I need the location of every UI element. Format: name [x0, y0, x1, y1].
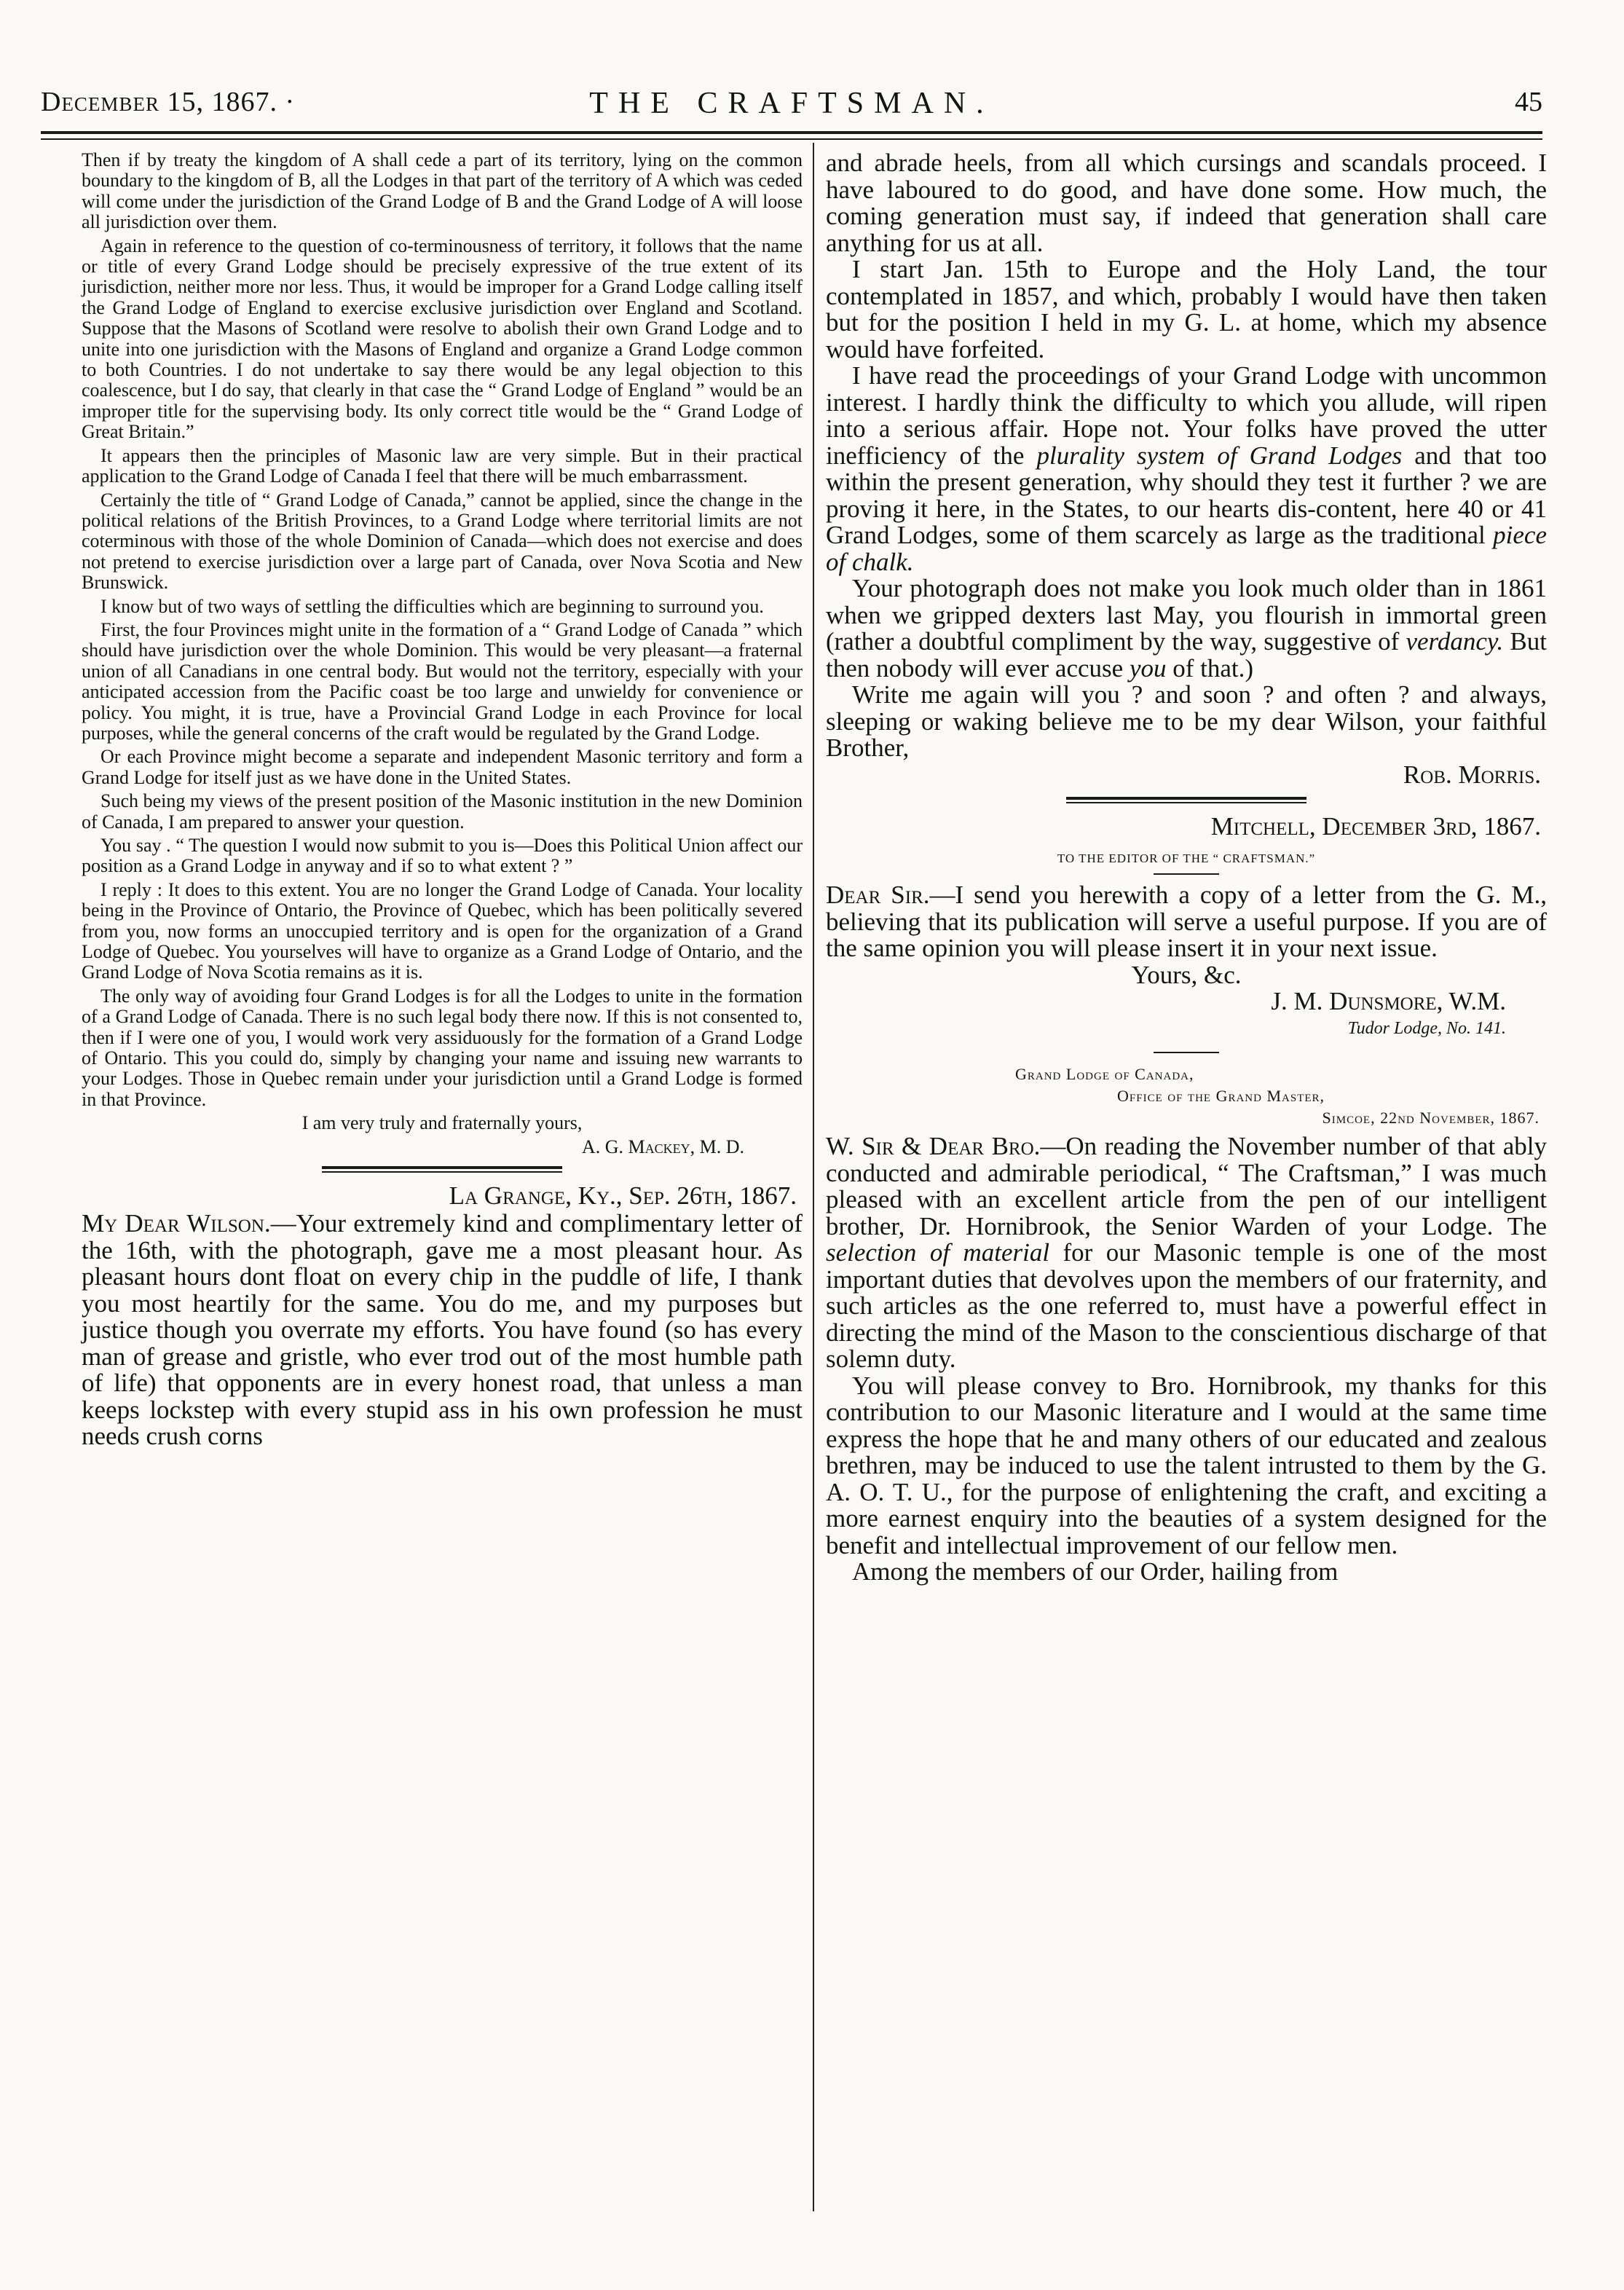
- page-header: [41, 86, 1542, 130]
- paragraph: Then if by treaty the kingdom of A shall cede a part of its territory, lying on the common boundary to the kingdom of B, all the Lodges in that part of the territory of A which was ceded will come under the jurisdiction of the Grand Lodge of B and the Grand Lodge of A will loose all jurisdiction over them.: [82, 149, 803, 233]
- paragraph: [826, 575, 1547, 682]
- text-span: Your photograph does not make you look much older than in 1861 when we gripped dexters last May, you flourish in immortal green (rather a doubtful compliment by the way, suggestive of: [826, 574, 1547, 656]
- dunsmore-letter: [826, 812, 1547, 1586]
- salutation: W. Sir & Dear Bro.: [826, 1132, 1041, 1160]
- page-number: 45: [1515, 87, 1542, 117]
- italic-span: verdancy.: [1406, 627, 1504, 656]
- address-block: [826, 1063, 1547, 1129]
- address-line: Grand Lodge of Canada,: [1015, 1065, 1194, 1083]
- paragraph: You will please convey to Bro. Hornibrook, my thanks for this contribution to our Masonic literature and I would at the same time express the hope that he and many others of our educated and zealous brethren, may be induced to use the talent intrusted to them by the G. A. O. T. U., for the purpose of enlightening the craft, and exciting a more earnest enquiry into the beauties of a system designed for the benefit and intellectual improvement of our fellow men.: [826, 1371, 1547, 1559]
- mackey-letter: [82, 150, 803, 1157]
- address-line: Simcoe, 22nd November, 1867.: [1322, 1109, 1540, 1127]
- section-rule: [322, 1166, 562, 1169]
- signature: Rob. Morris.: [1403, 760, 1541, 789]
- section-rule: [322, 1171, 562, 1173]
- column-divider: [813, 143, 814, 2211]
- paragraph: I know but of two ways of settling the difficulties which are beginning to surround you.: [100, 595, 764, 617]
- section-rule: [1066, 797, 1306, 800]
- header-rule-thick: [41, 131, 1542, 134]
- letter-text: —Your extremely kind and complimentary letter of the 16th, with the photograph, gave me a most pleasant hour. As pleasant hours dont float on every chip in the puddle of life, I thank you most heartily for the same. You do me, and my purposes but justice though you overrate my efforts. You have found (so has every man of grease and gristle, who ever trod out of the most humble path of life) that opponents are in every honest road, that unless a man keeps lockstep with every stupid ass in his own profession he must needs crush corns: [82, 1209, 803, 1451]
- morris-letter: [82, 1181, 803, 1450]
- paragraph: [82, 1211, 803, 1450]
- morris-letter-continued: [826, 150, 1547, 788]
- paragraph: [826, 363, 1547, 575]
- paragraph: You say . “ The question I would now submit to you is—Does this Political Union affect our position as a Grand Lodge in anyway and if so to what extent ? ”: [82, 835, 803, 877]
- paragraph: Again in reference to the question of co-terminousness of territory, it follows that the name or title of every Grand Lodge should be precisely expressive of the true extent of its jurisdiction, neither more nor less. Thus, it would be improper for a Grand Lodge calling itself the Grand Lodge of England to exercise exclusive jurisdiction over England and Scotland. Suppose that the Masons of Scotland were resolve to abolish their own Grand Lodge and to unite into one jurisdiction with the Masons of England and organize a Grand Lodge common to both Countries. I do not undertake to say there would be any legal objection to this coalescence, but I do say, that clearly in that case the “ Grand Lodge of England ” would be an improper title for the supervising body. Its only correct title would be the “ Grand Lodge of Great Britain.”: [82, 235, 803, 443]
- left-column: [82, 150, 803, 1450]
- paragraph: I start Jan. 15th to Europe and the Holy Land, the tour contemplated in 1857, and which, probably I would have then taken but for the position I held in my G. L. at home, which my absence would have forfeited.: [826, 255, 1547, 363]
- text-span: —On reading the November number of that ably conducted and admirable periodical, “ The Craftsman,” I was much pleased with an excellent article from the pen of our intelligent brother, Dr. Hornibrook, the Senior Warden of your Lodge. The: [826, 1132, 1547, 1240]
- signature: A. G. Mackey, M. D.: [581, 1136, 744, 1157]
- header-title: THE CRAFTSMAN.: [589, 87, 994, 120]
- paragraph: Write me again will you ? and soon ? and often ? and always, sleeping or waking believe me to be my dear Wilson, your faithful Brother,: [826, 680, 1547, 762]
- italic-span: piece of chalk.: [826, 521, 1547, 576]
- paragraph: First, the four Provinces might unite in the formation of a “ Grand Lodge of Canada ” which should have jurisdiction over the whole Dominion. This would be very pleasant—a fraternal union of all Canadians in one central body. But would not the territory, especially with your anticipated accession from the Pacific coast be too large and unwieldy for convenience or policy. You might, it is true, have a Provincial Grand Lodge in each Province for local purposes, while the general concerns of the craft would be regulated by the Grand Lodge.: [82, 618, 803, 744]
- italic-span: plurality system of Grand Lodges: [1036, 441, 1403, 470]
- signature: J. M. Dunsmore, W.M.: [1271, 987, 1506, 1015]
- paragraph: and abrade heels, from all which cursings and scandals proceed. I have laboured to do good, and have done some. How much, the coming generation must say, if indeed that generation shall care anything for us at all.: [826, 149, 1547, 257]
- text-span: and that too within the present generation, why should they test it further ? we are proving it here, in the States, to our hearts dis-content, here 40 or 41 Grand Lodges, some of them scarcely as large as the traditional: [826, 441, 1547, 549]
- italic-span: selection of material: [826, 1238, 1050, 1267]
- editor-address: TO THE EDITOR OF THE “ CRAFTSMAN.”: [1057, 851, 1316, 865]
- paragraph: Such being my views of the present position of the Masonic institution in the new Dominion of Canada, I am prepared to answer your question.: [82, 790, 803, 833]
- short-rule: [1154, 1052, 1219, 1053]
- paragraph: The only way of avoiding four Grand Lodges is for all the Lodges to unite in the formation of a Grand Lodge of Canada. There is no such legal body there now. If this is not consented to, then if I were one of you, I would work very assiduously for the formation of a Grand Lodge of Ontario. This you could do, simply by changing your name and issuing new warrants to your Lodges. Those in Quebec remain under your jurisdiction until a Grand Lodge is formed in that Province.: [82, 985, 803, 1110]
- paragraph: Or each Province might become a separate and independent Masonic territory and form a Grand Lodge for itself just as we have done in the United States.: [82, 746, 803, 788]
- address-line: Office of the Grand Master,: [1117, 1087, 1325, 1105]
- salutation: My Dear Wilson.: [82, 1209, 271, 1238]
- right-column: [826, 150, 1547, 1586]
- italic-span: you: [1129, 653, 1167, 682]
- header-date: December 15, 1867. ·: [41, 87, 296, 117]
- header-rule-thin: [41, 138, 1542, 140]
- lodge-name: Tudor Lodge, No. 141.: [1347, 1018, 1506, 1038]
- paragraph: Certainly the title of “ Grand Lodge of Canada,” cannot be applied, since the change in the political relations of the British Provinces, to a Grand Lodge where territorial limits are not coterminous with those of the whole Dominion of Canada—which does not exercise and does not pretend to exercise jurisdiction over a large part of Canada, over Nova Scotia and New Brunswick.: [82, 489, 803, 594]
- closing: Yours, &c.: [1131, 960, 1242, 989]
- dateline: La Grange, Ky., Sep. 26th, 1867.: [449, 1181, 797, 1211]
- salutation: Dear Sir.: [826, 881, 930, 909]
- letter-text: —I send you herewith a copy of a letter from the G. M., believing that its publication will serve a useful purpose. If you are of the same opinion you will please insert it in your next issue.: [826, 881, 1548, 962]
- dateline: Mitchell, December 3rd, 1867.: [1210, 812, 1541, 841]
- text-span: of that.): [1166, 653, 1254, 682]
- paragraph: [826, 1133, 1547, 1373]
- section-rule: [1066, 802, 1306, 803]
- text-span: for our Masonic temple is one of the most important duties that devolves upon the members of our fraternity, and such articles as the one referred to, must have a powerful effect in directing the mind of the Mason to the conscientious discharge of that solemn duty.: [826, 1238, 1547, 1373]
- closing: I am very truly and fraternally yours,: [301, 1112, 583, 1134]
- short-rule: [1154, 873, 1219, 875]
- paragraph: It appears then the principles of Masonic law are very simple. But in their practical application to the Grand Lodge of Canada I feel that there will be much embarrassment.: [82, 444, 803, 487]
- paragraph: Among the members of our Order, hailing from: [852, 1557, 1339, 1586]
- paragraph: I reply : It does to this extent. You are no longer the Grand Lodge of Canada. Your locality being in the Province of Ontario, the Province of Quebec, which has been politically severed from you, now forms an unoccupied territory and is open for the organization of a Grand Lodge of Quebec. You yourselves will have to organize as a Grand Lodge of Ontario, and the Grand Lodge of Nova Scotia remains as it is.: [82, 878, 803, 983]
- text-span: But then nobody will ever accuse: [826, 627, 1547, 682]
- paragraph: [826, 882, 1547, 962]
- text-span: I have read the proceedings of your Grand Lodge with uncommon interest. I hardly think the difficulty to which you allude, will ripen into a serious affair. Hope not. Your folks have proved the utter inefficiency of the: [826, 361, 1547, 470]
